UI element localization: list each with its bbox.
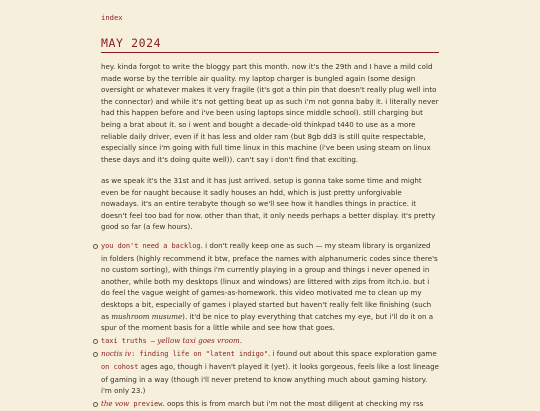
cohost-link[interactable]: on cohost: [101, 362, 139, 371]
list-item: [101, 335, 439, 348]
preview-link[interactable]: preview: [129, 399, 163, 408]
list-item-text: ages ago, though i haven't played it (yet). it looks gorgeous, feels like a lost lineage of gaming in a way (though i'll never pretend to know anything much about gaming history. i'm only 23.): [101, 361, 439, 396]
taxi-truths-link[interactable]: taxi truths —: [101, 336, 155, 345]
list-item: [101, 240, 439, 334]
list-item-text: . oops this is from march but i'm not the most diligent at checking my rss: [162, 398, 424, 408]
list-item: [101, 398, 439, 411]
list-item-text: . i don't really keep one as such — my steam library is organized in folders (highly recommend it btw, preface the names with alphanumeric codes since there's no custom sorting), with things i'm currently playing in a group and things i never opened in another, while both my desktops (linux and windows) are littered with zips from itch.io. but i do feel the vague weight of games-as-homework. this video motivated me to clean up my desktops a bit, especially of games i played started but haven't really felt like finishing (such as: [101, 241, 438, 321]
game-title: mushroom musume: [111, 311, 183, 321]
the-vow-link[interactable]: the vow: [101, 398, 130, 408]
yellow-taxi-link[interactable]: yellow taxi goes vroom: [157, 335, 240, 345]
list-item-text: .: [239, 335, 242, 345]
latent-indigo-link[interactable]: : finding life on "latent indigo": [131, 350, 269, 359]
index-link[interactable]: index: [101, 13, 123, 22]
backlog-link[interactable]: you don't need a backlog: [101, 242, 201, 250]
list-item-text: . i found out about this space exploration game: [268, 349, 437, 359]
page-title: MAY 2024: [101, 38, 439, 53]
link-list: [101, 240, 439, 411]
noctis-link[interactable]: noctis iv: [101, 349, 132, 359]
paragraph-intro: hey. kinda forgot to write the bloggy part this month. now it's the 29th and I have a mild cold made worse by the terrible air quality. my laptop charger is bungled again (some design oversight or whatever makes it very fragile (it's got a thin pin that doesn't really plug well into the connector) and while it's not getting beat up as such i'm not gonna baby it. i literally never had this happen before and i've been using laptops since middle school). still charging but being a brat about it. so i went and bought a decade-old thinkpad t440 to use as a more reliable daily driver, even if it has less and older ram (but 8gb dd3 is still quite respectable, especially since i'm going with full time linux in this machine (i've been using steam on linux these days and it's doing quite well)). can't say i don't find that exciting.: [101, 62, 439, 164]
list-item-text: ). it'd be nice to play everything that catches my eye, but i'll do it on a spur of the moment basis for a little while and see how that goes.: [101, 311, 434, 333]
paragraph-update: as we speak it's the 31st and it has just arrived. setup is gonna take some time and might even be for naught because it sadly houses an hdd, which is just pretty unforgivable nowadays. it's an entire terabyte though so we'll see how it handles things in practice. it doesn't feel too bad for now. other than that, it only needs perhaps a better display. it's pretty good so far (a few hours).: [101, 176, 436, 232]
list-item: [101, 348, 439, 396]
